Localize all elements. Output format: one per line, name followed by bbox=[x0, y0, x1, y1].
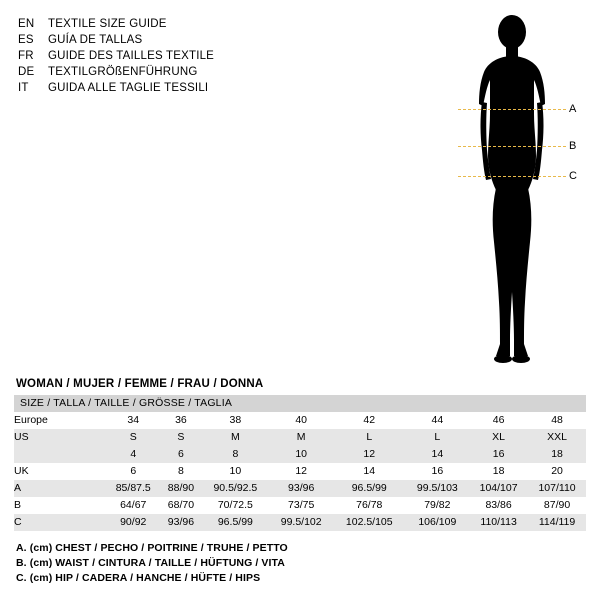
language-code: FR bbox=[18, 50, 34, 62]
cell: 87/90 bbox=[543, 499, 571, 511]
measure-line-chest bbox=[458, 109, 566, 110]
cell: 20 bbox=[551, 465, 563, 477]
cell: 79/82 bbox=[424, 499, 451, 511]
measurement-legend bbox=[16, 541, 536, 586]
cell: 99.5/102 bbox=[280, 516, 322, 528]
table-row bbox=[14, 480, 586, 497]
language-row bbox=[18, 64, 348, 80]
measure-label-b: B bbox=[569, 140, 577, 152]
cell: 38 bbox=[229, 414, 242, 426]
cell: S bbox=[129, 431, 137, 443]
table-row bbox=[14, 429, 586, 446]
language-code: EN bbox=[18, 18, 35, 30]
row-label: Europe bbox=[14, 414, 48, 426]
language-code: DE bbox=[18, 66, 35, 78]
row-label: UK bbox=[14, 465, 29, 477]
cell: 48 bbox=[551, 414, 563, 426]
cell: L bbox=[366, 431, 373, 443]
language-text: GUIDE DES TAILLES TEXTILE bbox=[48, 50, 215, 62]
language-text: TEXTILGRÖßENFÜHRUNG bbox=[48, 66, 198, 78]
size-table-block bbox=[14, 378, 586, 531]
cell: 40 bbox=[295, 414, 308, 426]
language-row bbox=[18, 16, 348, 32]
size-table bbox=[14, 395, 586, 531]
table-caption: WOMAN / MUJER / FEMME / FRAU / DONNA bbox=[16, 378, 264, 390]
legend-row-hip: C. (cm) HIP / CADERA / HANCHE / HÜFTE / HIPS bbox=[16, 572, 261, 584]
measure-label-c: C bbox=[569, 170, 577, 182]
cell: 46 bbox=[492, 414, 505, 426]
cell: 6 bbox=[130, 465, 137, 477]
row-label: B bbox=[14, 499, 22, 511]
cell: 102.5/105 bbox=[345, 516, 393, 528]
cell: 8 bbox=[177, 465, 184, 477]
cell: 83/86 bbox=[485, 499, 512, 511]
cell: 104/107 bbox=[479, 482, 518, 494]
cell: 90.5/92.5 bbox=[213, 482, 258, 494]
language-row bbox=[18, 48, 348, 64]
row-label: US bbox=[14, 431, 29, 443]
cell: 70/72.5 bbox=[217, 499, 253, 511]
language-row bbox=[18, 80, 348, 96]
cell: 4 bbox=[130, 448, 137, 460]
cell: 42 bbox=[363, 414, 376, 426]
cell: 14 bbox=[363, 465, 376, 477]
cell: 16 bbox=[492, 448, 505, 460]
cell: 16 bbox=[431, 465, 444, 477]
cell: 12 bbox=[363, 448, 376, 460]
table-row bbox=[14, 514, 586, 531]
cell: 99.5/103 bbox=[416, 482, 458, 494]
language-list bbox=[18, 16, 348, 96]
table-row bbox=[14, 463, 586, 480]
cell: 36 bbox=[175, 414, 187, 426]
table-row bbox=[14, 412, 586, 429]
cell: 64/67 bbox=[120, 499, 147, 511]
cell: 73/75 bbox=[288, 499, 315, 511]
cell: 90/92 bbox=[120, 516, 147, 528]
cell: 85/87.5 bbox=[115, 482, 151, 494]
table-header-label: SIZE / TALLA / TAILLE / GRÖSSE / TAGLIA bbox=[20, 397, 233, 409]
row-label: C bbox=[14, 516, 22, 528]
table-row bbox=[14, 497, 586, 514]
language-text: GUÍA DE TALLAS bbox=[48, 34, 143, 46]
cell: 44 bbox=[431, 414, 444, 426]
cell: 18 bbox=[492, 465, 505, 477]
cell: M bbox=[296, 431, 306, 443]
cell: 6 bbox=[177, 448, 184, 460]
row-label bbox=[14, 446, 106, 463]
measure-line-hip bbox=[458, 176, 566, 177]
language-code: IT bbox=[18, 82, 29, 94]
cell: 96.5/99 bbox=[217, 516, 253, 528]
table-row bbox=[14, 446, 586, 463]
table-header-row bbox=[14, 395, 586, 412]
cell: XXL bbox=[547, 431, 567, 443]
cell: 34 bbox=[127, 414, 140, 426]
legend-row-waist: B. (cm) WAIST / CINTURA / TAILLE / HÜFTUNG / VITA bbox=[16, 557, 285, 569]
cell: 68/70 bbox=[167, 499, 195, 511]
language-row bbox=[18, 32, 348, 48]
silhouette-icon bbox=[430, 10, 590, 370]
cell: M bbox=[230, 431, 240, 443]
cell: 96.5/99 bbox=[351, 482, 387, 494]
cell: 110/113 bbox=[480, 516, 517, 528]
measure-label-a: A bbox=[569, 103, 577, 115]
cell: L bbox=[434, 431, 441, 443]
cell: 18 bbox=[551, 448, 563, 460]
cell: 93/96 bbox=[167, 516, 195, 528]
language-text: GUIDA ALLE TAGLIE TESSILI bbox=[48, 82, 209, 94]
cell: S bbox=[177, 431, 185, 443]
cell: 106/109 bbox=[418, 516, 457, 528]
language-text: TEXTILE SIZE GUIDE bbox=[48, 18, 167, 30]
cell: 93/96 bbox=[288, 482, 315, 494]
cell: 88/90 bbox=[167, 482, 195, 494]
legend-row-chest: A. (cm) CHEST / PECHO / POITRINE / TRUHE / PETTO bbox=[16, 542, 288, 554]
cell: 114/119 bbox=[538, 516, 576, 528]
cell: 10 bbox=[229, 465, 242, 477]
row-label: A bbox=[14, 482, 22, 494]
measure-line-waist bbox=[458, 146, 566, 147]
cell: XL bbox=[492, 431, 506, 443]
cell: 8 bbox=[232, 448, 239, 460]
cell: 76/78 bbox=[356, 499, 383, 511]
cell: 12 bbox=[295, 465, 308, 477]
female-silhouette-figure bbox=[430, 10, 590, 370]
cell: 10 bbox=[295, 448, 308, 460]
language-code: ES bbox=[18, 34, 34, 46]
cell: 14 bbox=[431, 448, 444, 460]
cell: 107/110 bbox=[538, 482, 576, 494]
